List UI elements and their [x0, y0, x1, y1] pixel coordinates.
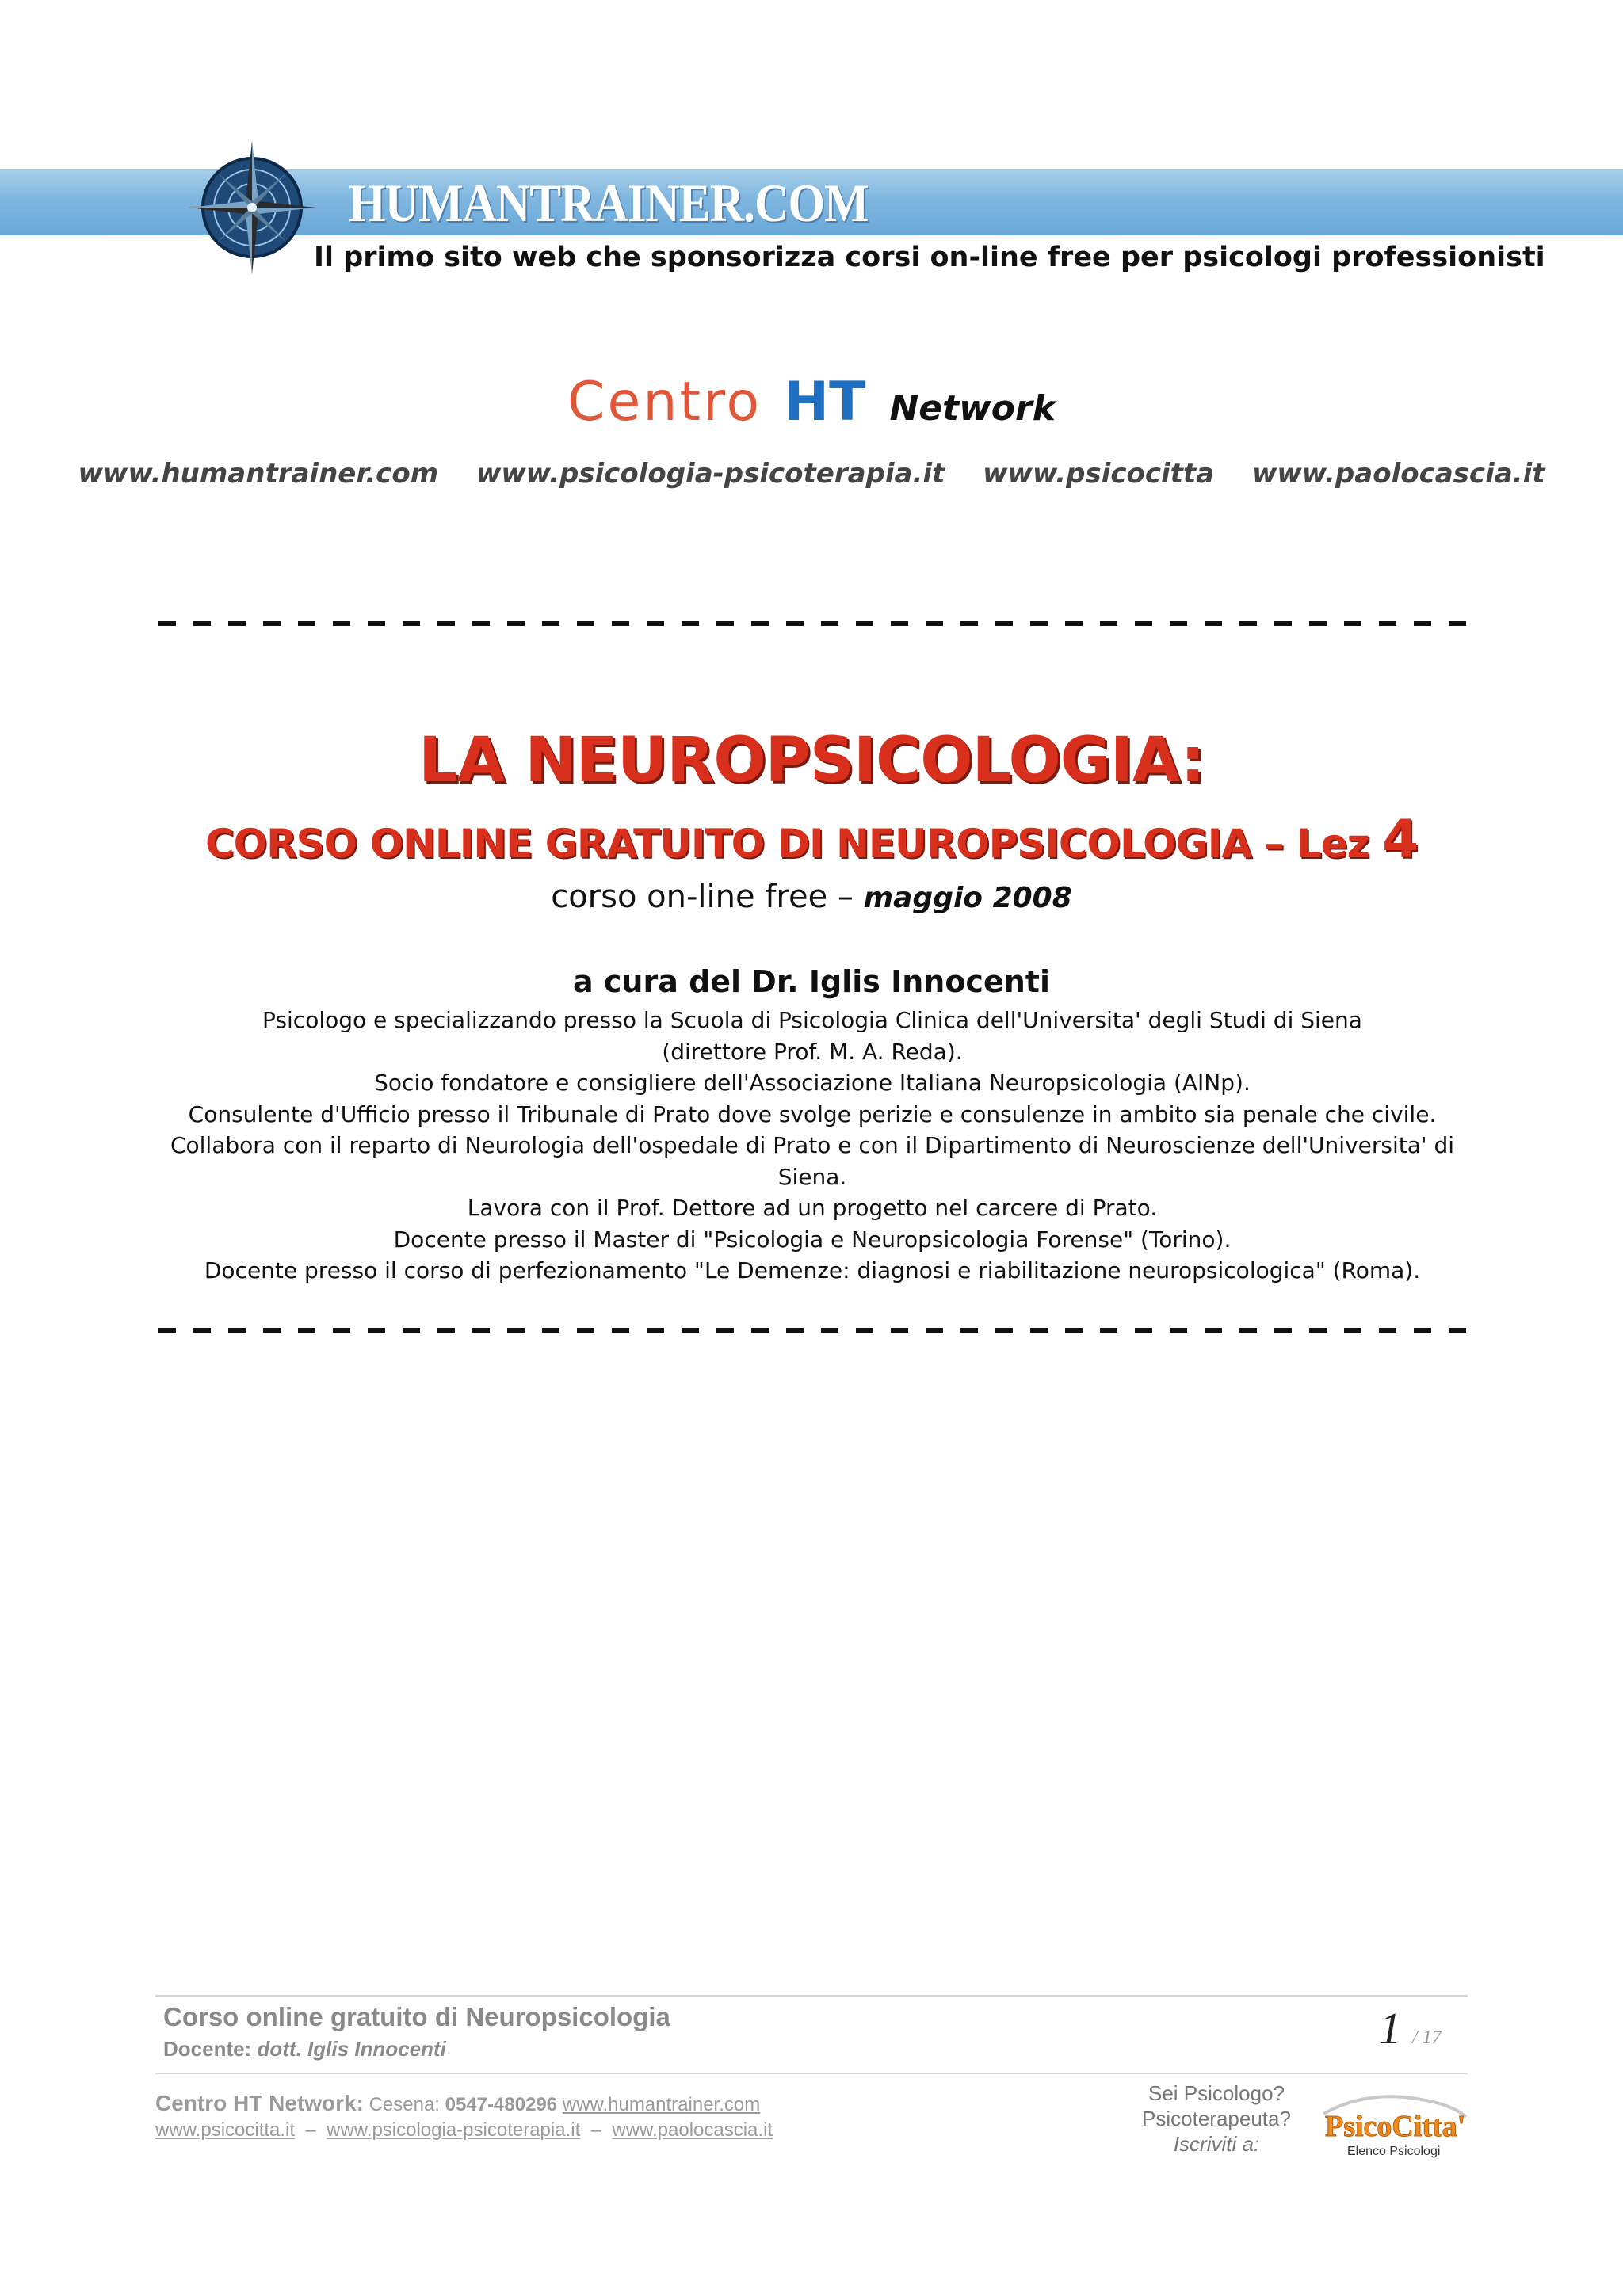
- header-tagline: Il primo sito web che sponsorizza corsi on-line free per psicologi professionisti: [314, 242, 1545, 273]
- dashed-divider-top: [158, 621, 1466, 626]
- bio-line: (direttore Prof. M. A. Reda).: [662, 1038, 963, 1065]
- author-heading: a cura del Dr. Iglis Innocenti: [573, 964, 1050, 999]
- footer-link[interactable]: www.psicocitta.it: [155, 2119, 296, 2141]
- logo-subtext: Elenco Psicologi: [1347, 2145, 1441, 2158]
- page-number: [1379, 2001, 1442, 2068]
- footer-link[interactable]: www.psicologia-psicoterapia.it: [327, 2119, 581, 2141]
- footer-links-line: [155, 2117, 773, 2144]
- brand-logo-text: HUMANTRAINER.COM: [349, 173, 869, 233]
- network-url-link[interactable]: www.psicologia-psicoterapia.it: [475, 458, 945, 490]
- promo-line: Psicoterapeuta?: [1142, 2107, 1291, 2130]
- footer-docente: [163, 2035, 446, 2063]
- course-date: maggio 2008: [863, 882, 1072, 914]
- page-total: / 17: [1412, 2027, 1442, 2048]
- bio-line: Psicologo e specializzando presso la Scuola di Psicologia Clinica dell'Universita' degli Studi di Siena: [262, 1007, 1362, 1033]
- footer-network-line: Centro HT Network: Cesena: 0547-480296 www.humantrainer.com: [155, 2091, 761, 2115]
- promo-line: Sei Psicologo?: [1148, 2081, 1285, 2105]
- footer-link[interactable]: www.humantrainer.com: [562, 2094, 761, 2115]
- bio-line: Docente presso il corso di perfezionamento "Le Demenze: diagnosi e riabilitazione neuropsicologica" (Roma).: [204, 1257, 1421, 1283]
- footer-link[interactable]: www.paolocascia.it: [612, 2119, 773, 2141]
- network-url-link[interactable]: www.paolocascia.it: [1251, 458, 1545, 490]
- document-title: LA NEUROPSICOLOGIA:: [418, 725, 1205, 796]
- footer-separator: –: [590, 2119, 601, 2141]
- footer-docente-name: dott. Iglis Innocenti: [257, 2037, 446, 2061]
- network-urls: [0, 454, 1623, 494]
- dashed-divider-bottom: [158, 1328, 1466, 1333]
- bio-line: Consulente d'Ufficio presso il Tribunale di Prato dove svolge perizie e consulenze in ambito sia penale che civile.: [188, 1100, 1437, 1127]
- network-word-network: Network: [889, 388, 1056, 429]
- psicocitta-logo-icon[interactable]: [1316, 2090, 1474, 2161]
- footer-phone: 0547-480296: [445, 2094, 558, 2115]
- footer-network-label: Centro HT Network: [155, 2091, 357, 2115]
- network-heading: [0, 371, 1623, 448]
- subtitle-text: CORSO ONLINE GRATUITO DI NEUROPSICOLOGIA – Lez: [204, 821, 1369, 867]
- page-current: 1: [1379, 2004, 1401, 2054]
- network-url-link[interactable]: www.psicocitta: [983, 458, 1215, 490]
- bio-line: Socio fondatore e consigliere dell'Associazione Italiana Neuropsicologia (AINp).: [374, 1070, 1251, 1096]
- bio-line: Docente presso il Master di "Psicologia e Neuropsicologia Forense" (Torino).: [393, 1226, 1232, 1253]
- bio-line: Lavora con il Prof. Dettore ad un progetto nel carcere di Prato.: [467, 1195, 1158, 1221]
- document-subtitle: [0, 810, 1623, 874]
- footer-city: Cesena:: [369, 2094, 440, 2115]
- course-prefix: corso on-line free –: [551, 879, 854, 915]
- network-url-link[interactable]: www.humantrainer.com: [78, 458, 439, 490]
- footer-rule-bottom: [155, 2073, 1468, 2074]
- logo-text: PsicoCitta': [1325, 2110, 1466, 2143]
- network-word-centro: Centro: [567, 371, 762, 433]
- network-word-ht: HT: [784, 371, 866, 433]
- course-line: [0, 875, 1623, 921]
- promo-line: Iscriviti a:: [1173, 2132, 1260, 2156]
- footer-docente-label: Docente:: [163, 2037, 252, 2061]
- bio-line: Collabora con il reparto di Neurologia dell'ospedale di Prato e con il Dipartimento di Neuroscienze dell'Universita' di Siena.: [170, 1132, 1455, 1190]
- footer-separator: –: [305, 2119, 316, 2141]
- footer-rule-top: [155, 1995, 1468, 1997]
- promo-text: [1125, 2081, 1308, 2157]
- footer-course-title: Corso online gratuito di Neuropsicologia: [163, 2002, 670, 2031]
- compass-logo-icon: [189, 135, 315, 277]
- author-bio: [158, 1005, 1466, 1287]
- lesson-number: 4: [1382, 809, 1419, 870]
